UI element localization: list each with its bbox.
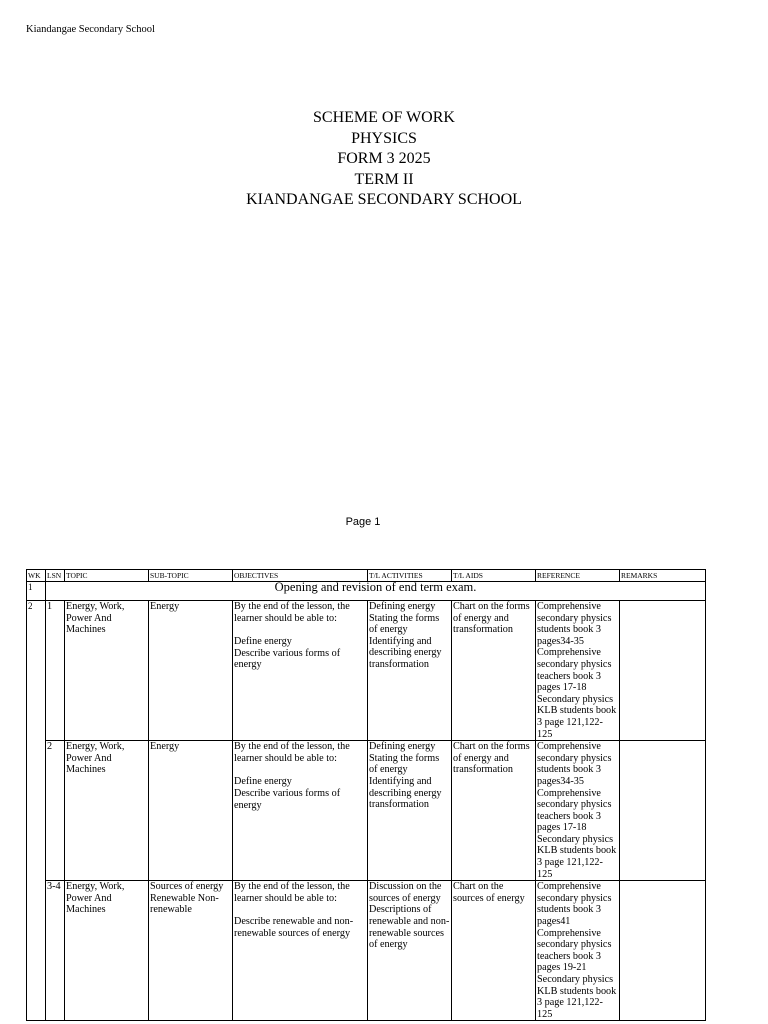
topic-cell: Energy, Work, Power And Machines [65, 741, 149, 881]
table-row [27, 601, 706, 741]
activities-cell [368, 741, 452, 881]
aids-cell: Chart on the forms of energy and transformation [452, 601, 536, 741]
week-cell: 1 [27, 582, 46, 601]
activity-item: Stating the forms of energy [369, 752, 440, 776]
page-number: Page 1 [345, 516, 381, 528]
lesson-number-cell: 3-4 [46, 881, 65, 1021]
activities-cell [368, 881, 452, 1021]
table-row [27, 741, 706, 881]
objectives-cell [233, 601, 368, 741]
reference-cell [536, 741, 620, 881]
objective-item: Define energy [234, 776, 292, 788]
subtopic-cell [149, 881, 233, 1021]
title-line: SCHEME OF WORK [313, 109, 455, 126]
subtopic-line: Sources of energy [150, 881, 224, 893]
reference-item: Secondary physics KLB students book 3 page 121,122-125 [537, 974, 617, 1020]
lesson-number-cell: 1 [46, 601, 65, 741]
week-cell: 2 [27, 601, 46, 1021]
column-header: T/L ACTIVITIES [368, 570, 452, 582]
objective-item: Describe various forms of energy [234, 787, 341, 811]
activity-item: Stating the forms of energy [369, 612, 440, 636]
remarks-cell [620, 881, 706, 1021]
activity-item: Defining energy [369, 601, 436, 612]
objectives-intro: By the end of the lesson, the learner should be able to: [234, 741, 350, 764]
topic-cell: Energy, Work, Power And Machines [65, 601, 149, 741]
reference-item: Comprehensive secondary physics students book 3 pages34-35 [537, 741, 612, 787]
column-header: OBJECTIVES [233, 570, 368, 582]
table-row-week-1 [27, 582, 706, 601]
column-header: REFERENCE [536, 570, 620, 582]
scheme-table [26, 569, 706, 1021]
title-line: TERM II [354, 170, 414, 188]
aids-cell: Chart on the sources of energy [452, 881, 536, 1021]
title-line: FORM 3 2025 [337, 150, 431, 167]
subtopic-line: Energy [150, 741, 180, 753]
reference-item: Comprehensive secondary physics teachers book 3 pages 19-21 [537, 927, 612, 974]
objectives-cell [233, 741, 368, 881]
reference-item: Comprehensive secondary physics students book 3 pages34-35 [537, 601, 612, 647]
title-line: KIANDANGAE SECONDARY SCHOOL [246, 191, 522, 208]
document-title [0, 108, 768, 211]
title-line: PHYSICS [351, 129, 417, 147]
column-header: SUB-TOPIC [149, 570, 233, 582]
reference-cell [536, 601, 620, 741]
reference-cell [536, 881, 620, 1021]
activity-item: Defining energy [369, 741, 436, 753]
objective-item: Describe renewable and non-renewable sources of energy [234, 916, 354, 940]
column-header: WK [27, 570, 46, 582]
objectives-intro: By the end of the lesson, the learner should be able to: [234, 601, 350, 624]
subtopic-cell [149, 601, 233, 741]
aids-cell: Chart on the forms of energy and transformation [452, 741, 536, 881]
opening-revision-cell: Opening and revision of end term exam. [46, 582, 706, 601]
topic-cell: Energy, Work, Power And Machines [65, 881, 149, 1021]
remarks-cell [620, 601, 706, 741]
objective-item: Define energy [234, 636, 292, 648]
activity-item: Descriptions of renewable and non-renewable sources of energy [369, 904, 450, 951]
remarks-cell [620, 741, 706, 881]
activity-item: Identifying and describing energy transformation [369, 775, 442, 811]
objectives-cell [233, 881, 368, 1021]
objectives-intro: By the end of the lesson, the learner should be able to: [234, 881, 350, 904]
table-header-row [27, 570, 706, 582]
subtopic-cell [149, 741, 233, 881]
reference-item: Comprehensive secondary physics teachers book 3 pages 17-18 [537, 787, 612, 834]
school-header: Kiandangae Secondary School [26, 24, 155, 35]
objective-item: Describe various forms of energy [234, 647, 341, 671]
column-header: LSN [46, 570, 65, 582]
lesson-number-cell: 2 [46, 741, 65, 881]
activity-item: Discussion on the sources of energy [369, 881, 442, 904]
table-row [27, 881, 706, 1021]
column-header: TOPIC [65, 570, 149, 582]
reference-item: Comprehensive secondary physics students book 3 pages41 [537, 881, 612, 928]
column-header: T/L AIDS [452, 570, 536, 582]
activities-cell [368, 601, 452, 741]
reference-item: Secondary physics KLB students book 3 page 121,122-125 [537, 833, 617, 880]
column-header: REMARKS [620, 570, 706, 582]
subtopic-line: Renewable Non-renewable [150, 892, 219, 916]
reference-item: Secondary physics KLB students book 3 page 121,122-125 [537, 693, 617, 740]
subtopic-line: Energy [150, 601, 180, 612]
activity-item: Identifying and describing energy transformation [369, 635, 442, 670]
reference-item: Comprehensive secondary physics teachers book 3 pages 17-18 [537, 647, 612, 694]
